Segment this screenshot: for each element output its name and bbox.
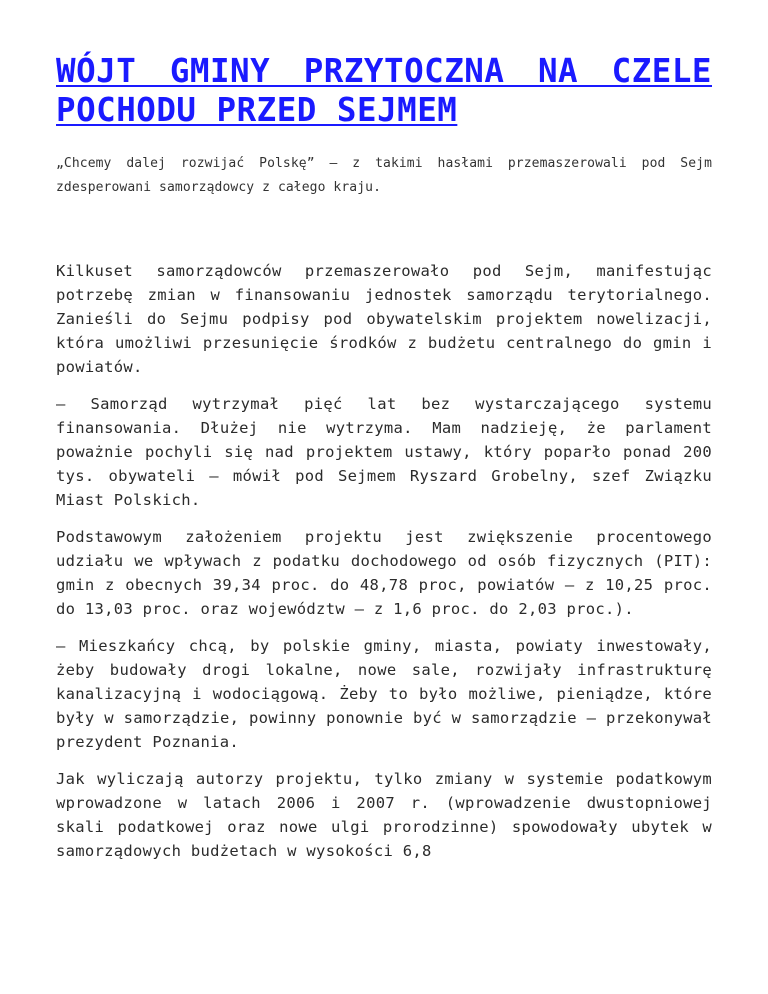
article-lead: „Chcemy dalej rozwijać Polskę” – z takimi hasłami przemaszerowali pod Sejm zdesperowani samorządowcy z całego kraju. xyxy=(56,156,712,195)
article-paragraph: – Samorząd wytrzymał pięć lat bez wystarczającego systemu finansowania. Dłużej nie wytrzyma. Mam nadzieję, że parlament poważnie pochyli się nad projektem ustawy, który poparło ponad 200 tys. obywateli – mówił pod Sejmem Ryszard Grobelny, szef Związku Miast Polskich. xyxy=(56,395,712,509)
article-paragraph: Kilkuset samorządowców przemaszerowało pod Sejm, manifestując potrzebę zmian w finansowaniu jednostek samorządu terytorialnego. Zanieśli do Sejmu podpisy pod obywatelskim projektem nowelizacji, która umożliwi przesunięcie środków z budżetu centralnego do gmin i powiatów. xyxy=(56,262,712,376)
article-paragraph: Jak wyliczają autorzy projektu, tylko zmiany w systemie podatkowym wprowadzone w latach 2006 i 2007 r. (wprowadzenie dwustopniowej skali podatkowej oraz nowe ulgi prorodzinne) spowodowały ubytek w samorządowych budżetach w wysokości 6,8 xyxy=(56,770,712,860)
article-title xyxy=(56,52,712,130)
article-paragraph: Podstawowym założeniem projektu jest zwiększenie procentowego udziału we wpływach z podatku dochodowego od osób fizycznych (PIT): gmin z obecnych 39,34 proc. do 48,78 proc, powiatów – z 10,25 proc. do 13,03 proc. oraz województw – z 1,6 proc. do 2,03 proc.). xyxy=(56,528,712,618)
article-body xyxy=(56,259,712,863)
article xyxy=(56,52,712,876)
article-title-link[interactable]: WÓJT GMINY PRZYTOCZNA NA CZELE POCHODU PRZED SEJMEM xyxy=(56,52,712,129)
article-paragraph: – Mieszkańcy chcą, by polskie gminy, miasta, powiaty inwestowały, żeby budowały drogi lokalne, nowe sale, rozwijały infrastrukturę kanalizacyjną i wodociągową. Żeby to było możliwe, pieniądze, które były w samorządzie, powinny ponownie być w samorządzie – przekonywał prezydent Poznania. xyxy=(56,637,712,751)
